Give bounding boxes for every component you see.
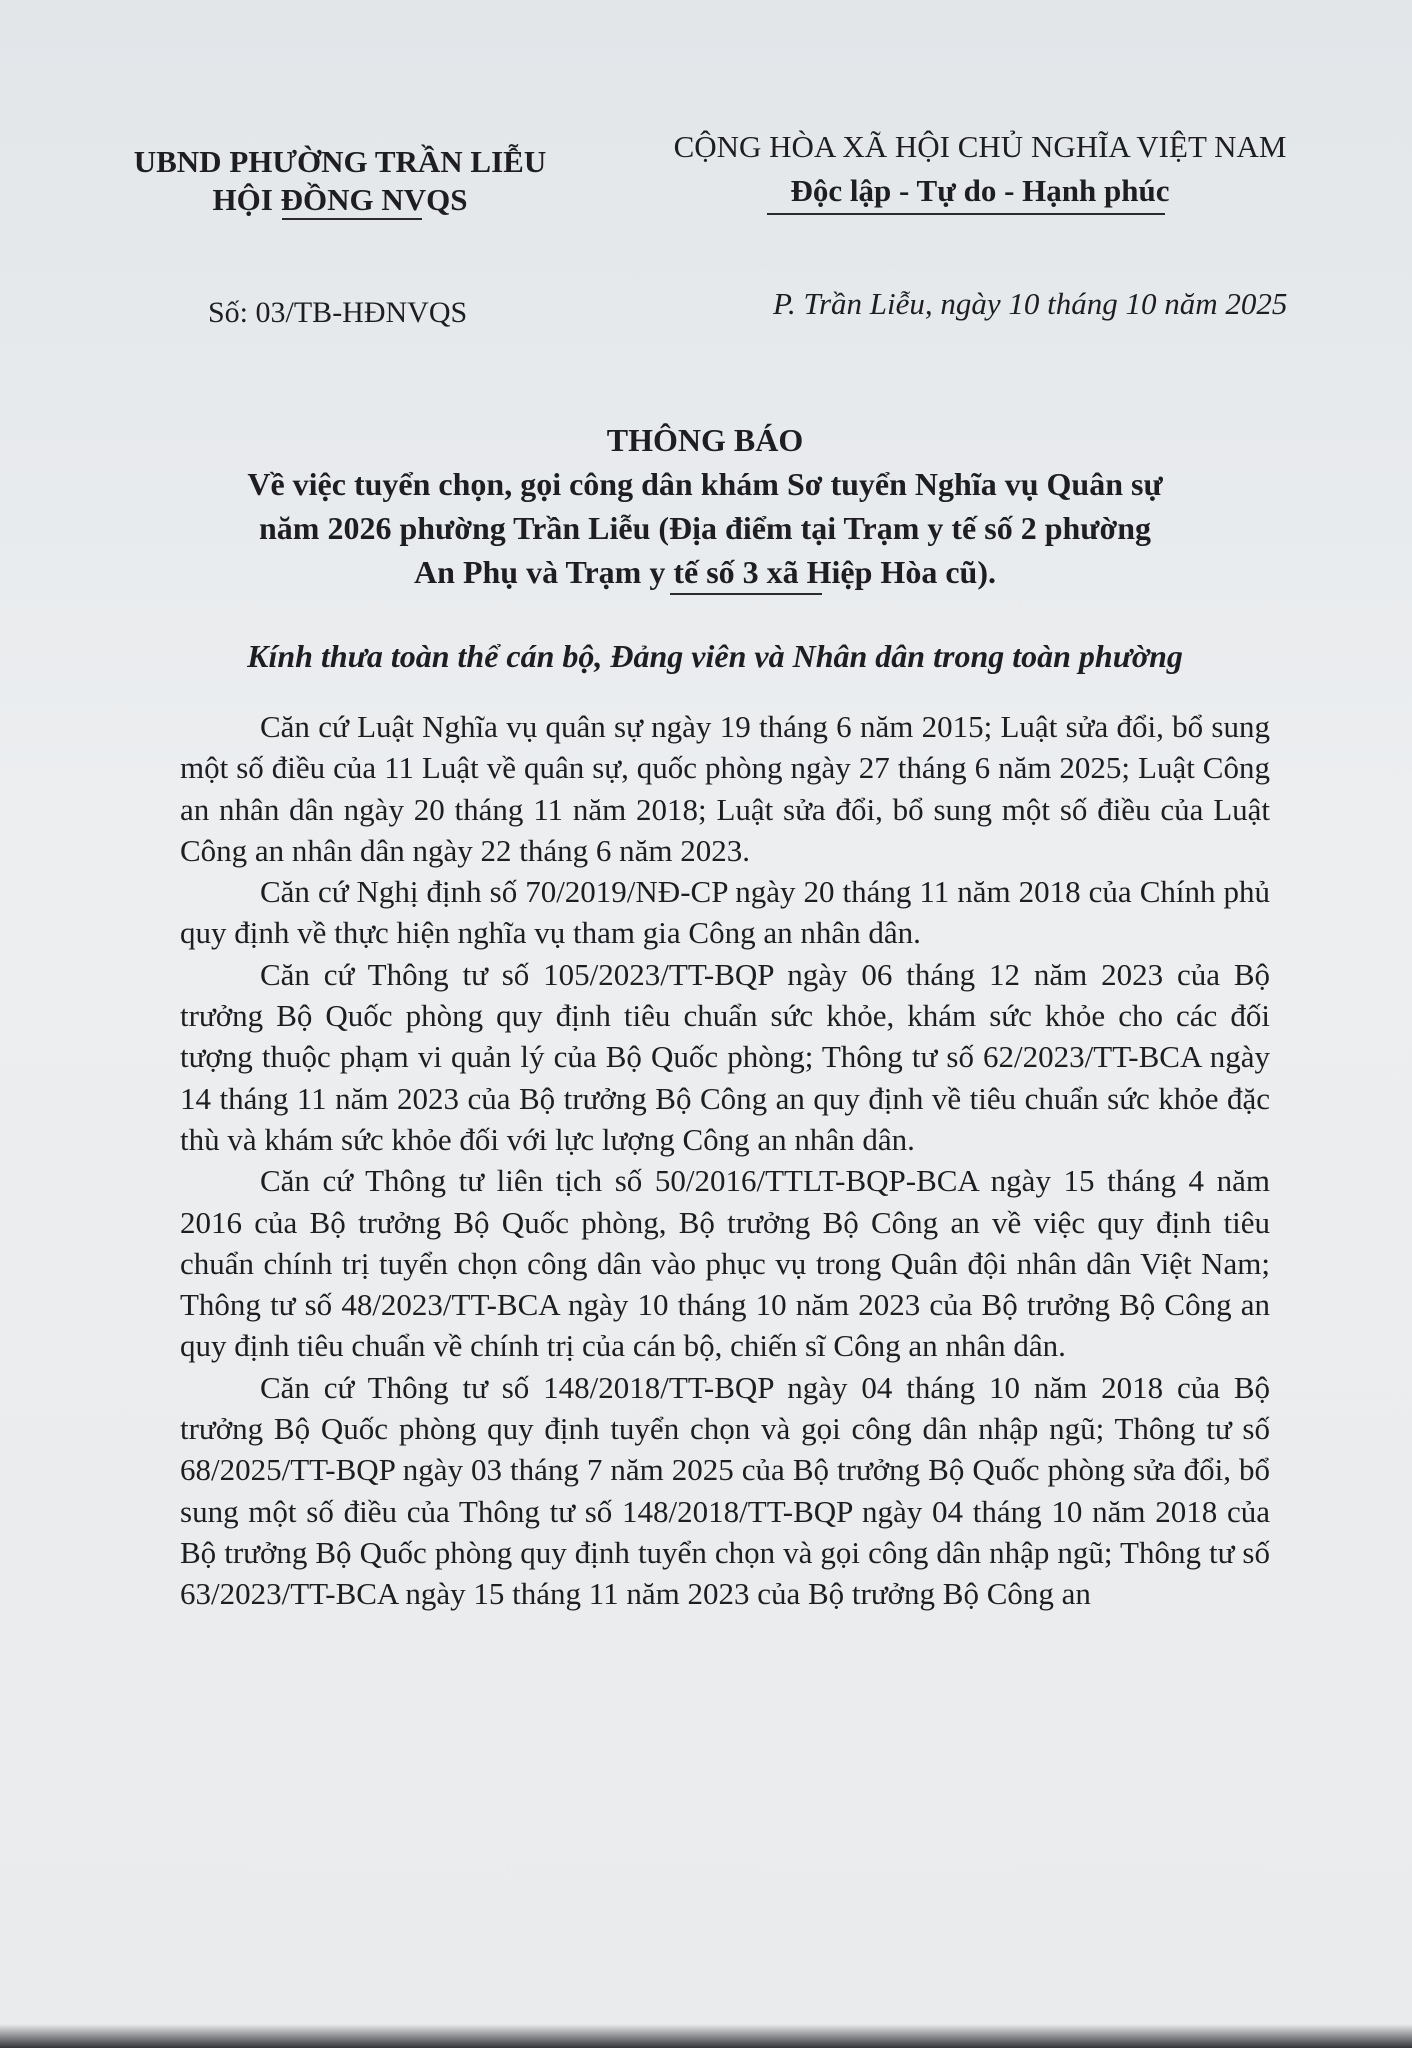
paragraph: Căn cứ Luật Nghĩa vụ quân sự ngày 19 tháng 6 năm 2015; Luật sửa đổi, bổ sung một số điều của 11 Luật về quân sự, quốc phòng ngày 27 tháng 6 năm 2025; Luật Công an nhân dân ngày 20 tháng 11 năm 2018; Luật sửa đổi, bổ sung một số điều của Luật Công an nhân dân ngày 22 tháng 6 năm 2023. (180, 709, 1270, 868)
paragraph: Căn cứ Thông tư số 148/2018/TT-BQP ngày 04 tháng 10 năm 2018 của Bộ trưởng Bộ Quốc phòng quy định tuyển chọn và gọi công dân nhập ngũ; Thông tư số 68/2025/TT-BQP ngày 03 tháng 7 năm 2025 của Bộ trưởng Bộ Quốc phòng sửa đổi, bổ sung một số điều của Thông tư số 148/2018/TT-BQP ngày 04 tháng 10 năm 2018 của Bộ trưởng Bộ Quốc phòng quy định tuyển chọn và gọi công dân nhập ngũ; Thông tư số 63/2023/TT-BCA ngày 15 tháng 11 năm 2023 của Bộ trưởng Bộ Công an (180, 1369, 1270, 1612)
salutation: Kính thưa toàn thể cán bộ, Đảng viên và Nhân dân trong toàn phường (247, 638, 1183, 674)
motto-underline (767, 213, 1165, 215)
document-number: Số: 03/TB-HĐNVQS (208, 296, 468, 329)
paragraph: Căn cứ Thông tư liên tịch số 50/2016/TTLT-BQP-BCA ngày 15 tháng 4 năm 2016 của Bộ trưởng Bộ Quốc phòng, Bộ trưởng Bộ Công an về việc quy định tiêu chuẩn chính trị tuyển chọn công dân vào phục vụ trong Quân đội nhân dân Việt Nam; Thông tư số 48/2023/TT-BCA ngày 10 tháng 10 năm 2023 của Bộ trưởng Bộ Công an quy định tiêu chuẩn về chính trị của cán bộ, chiến sĩ Công an nhân dân. (180, 1163, 1270, 1364)
place-and-date: P. Trần Liễu, ngày 10 tháng 10 năm 2025 (773, 286, 1288, 321)
issuing-agency (110, 143, 570, 219)
title-line-1: Về việc tuyển chọn, gọi công dân khám Sơ tuyển Nghĩa vụ Quân sự (247, 466, 1163, 502)
paragraph: Căn cứ Thông tư số 105/2023/TT-BQP ngày 06 tháng 12 năm 2023 của Bộ trưởng Bộ Quốc phòng quy định tiêu chuẩn sức khỏe, khám sức khỏe cho các đối tượng thuộc phạm vi quản lý của Bộ Quốc phòng; Thông tư số 62/2023/TT-BCA ngày 14 tháng 11 năm 2023 của Bộ trưởng Bộ Công an quy định về tiêu chuẩn sức khỏe đặc thù và khám sức khỏe đối với lực lượng Công an nhân dân. (180, 956, 1270, 1157)
paragraph: Căn cứ Nghị định số 70/2019/NĐ-CP ngày 20 tháng 11 năm 2018 của Chính phủ quy định về thực hiện nghĩa vụ tham gia Công an nhân dân. (180, 874, 1270, 951)
national-title (620, 125, 1340, 213)
council-name: HỘI ĐỒNG NVQS (212, 182, 468, 217)
agency-name: UBND PHƯỜNG TRẦN LIỄU (133, 144, 547, 179)
title-underline (670, 593, 822, 595)
document-title (170, 418, 1240, 594)
country-name: CỘNG HÒA XÃ HỘI CHỦ NGHĨA VIỆT NAM (673, 129, 1287, 164)
title-line-3: An Phụ và Trạm y tế số 3 xã Hiệp Hòa cũ). (414, 554, 996, 590)
page-edge-shadow (0, 2024, 1412, 2048)
agency-underline (282, 218, 422, 220)
document-body (180, 706, 1270, 1615)
title-heading: THÔNG BÁO (606, 422, 804, 458)
national-motto: Độc lập - Tự do - Hạnh phúc (790, 173, 1170, 208)
title-line-2: năm 2026 phường Trần Liễu (Địa điểm tại Trạm y tế số 2 phường (258, 510, 1151, 546)
